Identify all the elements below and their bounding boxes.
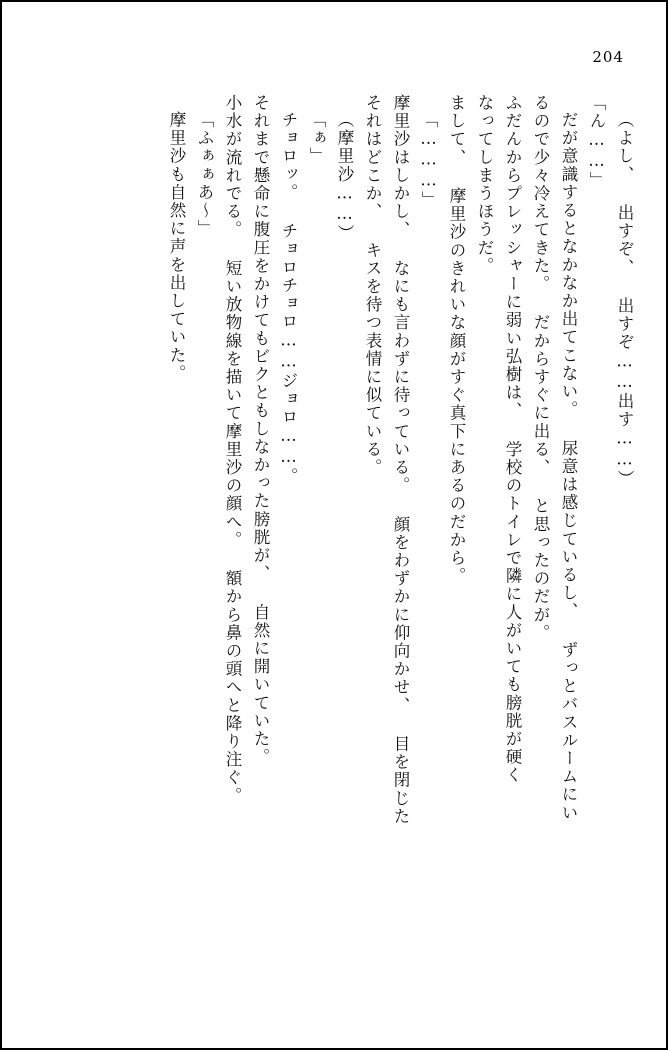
page-number: 204	[592, 48, 624, 66]
text-line: それはどこか、 キスを待つ表情に似ている。	[363, 94, 382, 477]
text-line: 「………」	[419, 111, 438, 209]
text-line: ふだんからプレッシャーに弱い弘樹は、 学校のトイレで隣に人がいても膀胱が硬く	[503, 94, 522, 785]
text-line: 小水が流れでる。 短い放物線を描いて摩里沙の顔へ。 額から鼻の頭へと降り注ぐ。	[223, 94, 242, 805]
text-line: チョロッ。 チョロチョロ……ジョロ……。	[279, 111, 298, 486]
text-line: だが意識するとなかなか出てこない。 尿意は感じているし、 ずっとバスルームにい	[559, 111, 578, 822]
text-line: 摩里沙はしかし、 なにも言わずに待っている。 顔をわずかに仰向かせ、 目を閉じた	[391, 94, 410, 826]
text-line: （よし、 出すぞ、 出すぞ……出す……）	[615, 111, 634, 488]
vertical-text-body	[36, 94, 632, 1014]
text-line: 摩里沙も自然に声を出していた。	[167, 111, 186, 383]
text-line: まして、 摩里沙のきれいな顔がすぐ真下にあるのだから。	[447, 94, 466, 586]
text-line: 「ん……」	[587, 94, 606, 190]
text-line: それまで懸命に腹圧をかけてもビクともしなかった膀胱が、 自然に開いていた。	[251, 94, 270, 767]
text-line: るので少々冷えてきた。 だからすぐに出る、 と思ったのだが。	[531, 94, 550, 642]
text-line: なってしまうほうだ。	[475, 94, 494, 275]
text-line: （摩里沙……）	[335, 111, 354, 243]
text-line: 「ふぁぁあ～」	[195, 111, 214, 238]
text-line: 「ぁ」	[307, 111, 326, 166]
